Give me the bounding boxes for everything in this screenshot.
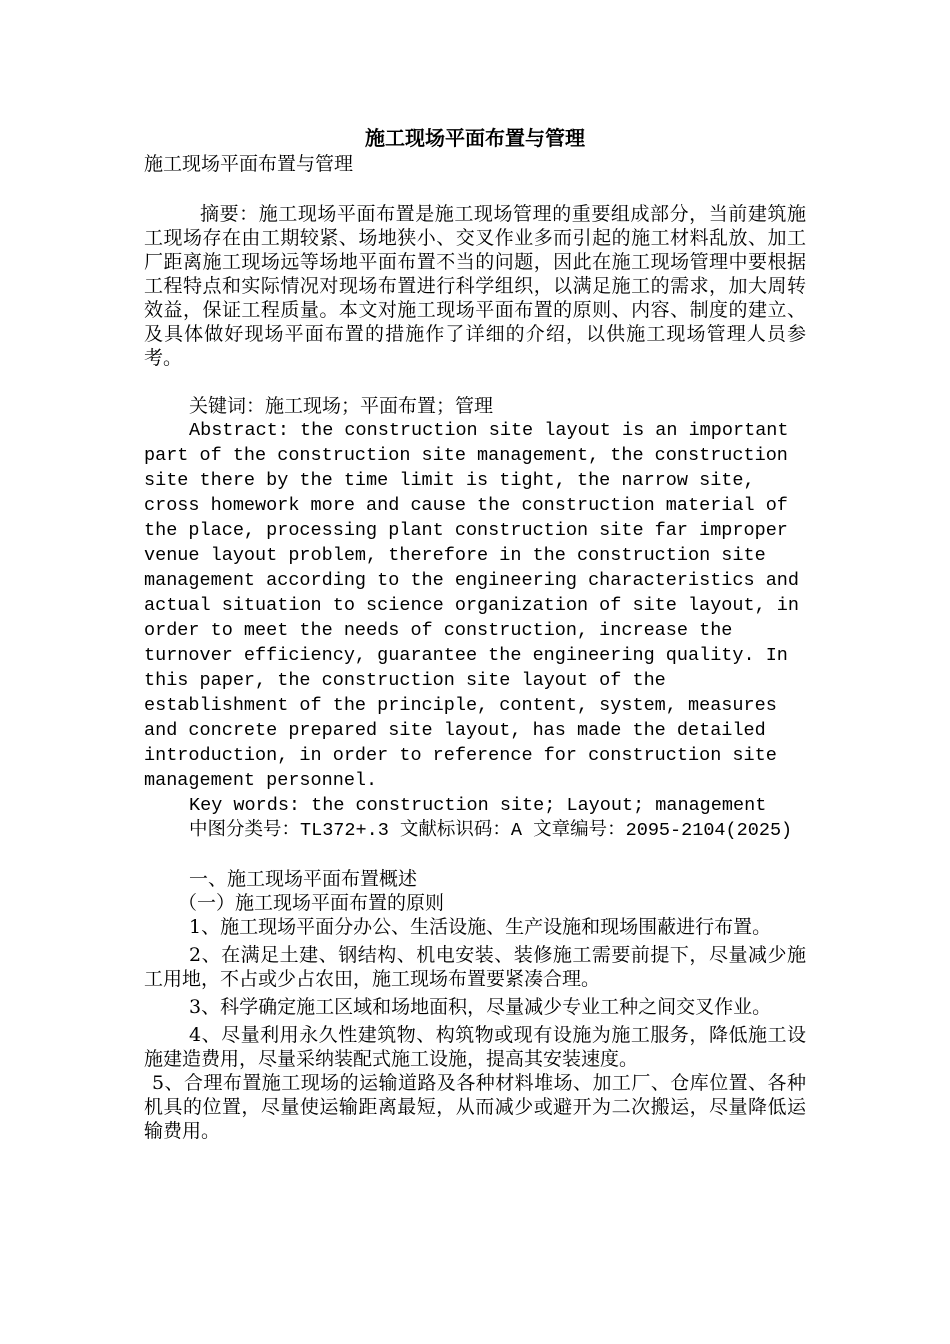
document-title: 施工现场平面布置与管理 <box>365 126 585 150</box>
principle-item-2: 2、在满足土建、钢结构、机电安装、装修施工需要前提下，尽量减少施工用地，不占或少占农田，施工现场布置要紧凑合理。 <box>144 944 806 990</box>
subsection-heading: （一）施工现场平面布置的原则 <box>178 892 445 914</box>
section-heading: 一、施工现场平面布置概述 <box>189 868 418 890</box>
spacer <box>144 176 806 202</box>
keywords-chinese: 关键词：施工现场；平面布置；管理 <box>189 395 494 417</box>
classification-line: 中图分类号：TL372+.3 文献标识码：A 文章编号：2095-2104(2025) <box>189 820 793 841</box>
document-subtitle: 施工现场平面布置与管理 <box>144 153 354 175</box>
spacer <box>144 843 806 867</box>
abstract-chinese: 摘要：施工现场平面布置是施工现场管理的重要组成部分，当前建筑施工现场存在由工期较紧、场地狭小、交叉作业多而引起的施工材料乱放、加工厂距离施工现场远等场地平面布置不当的问题，因此在施工现场管理中要根据工程特点和实际情况对现场布置进行科学组织，以满足施工的需求，加大周转效益，保证工程质量。本文对施工现场平面布置的原则、内容、制度的建立、及具体做好现场平面布置的措施作了详细的介绍，以供施工现场管理人员参考。 <box>144 203 806 369</box>
keywords-english: Key words: the construction site; Layout; management <box>189 795 767 816</box>
spacer <box>144 370 806 394</box>
principle-item-4: 4、尽量利用永久性建筑物、构筑物或现有设施为施工服务，降低施工设施建造费用，尽量采纳装配式施工设施，提高其安装速度。 <box>144 1024 806 1070</box>
principle-item-3: 3、科学确定施工区域和场地面积，尽量减少专业工种之间交叉作业。 <box>189 996 772 1018</box>
document-page <box>144 124 806 1143</box>
principle-item-5: 5、合理布置施工现场的运输道路及各种材料堆场、加工厂、仓库位置、各种机具的位置，尽量使运输距离最短，从而减少或避开为二次搬运，尽量降低运输费用。 <box>144 1072 806 1142</box>
abstract-english: Abstract: the construction site layout is an important part of the construction site management, the construction site there by the time limit is tight, the narrow site, cross homework more and cause the construction material of the place, processing plant construction site far improper venue layout problem, therefore in the construction site management according to the engineering characteristics and actual situation to science organization of site layout, in order to meet the needs of construction, increase the turnover efficiency, guarantee the engineering quality. In this paper, the construction site layout of the establishment of the principle, content, system, measures and concrete prepared site layout, has made the detailed introduction, in order to reference for construction site management personnel. <box>144 420 800 791</box>
principle-item-1: 1、施工现场平面分办公、生活设施、生产设施和现场围蔽进行布置。 <box>189 916 772 938</box>
